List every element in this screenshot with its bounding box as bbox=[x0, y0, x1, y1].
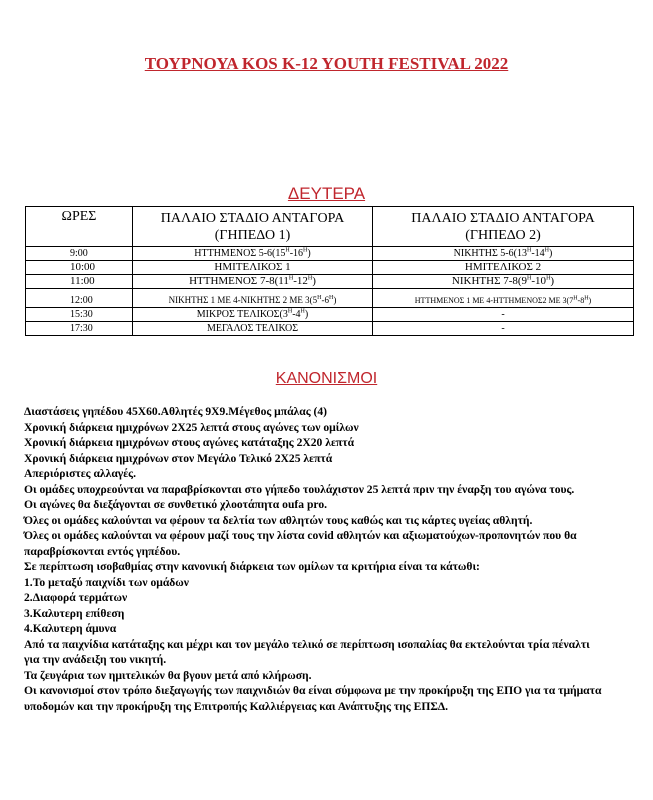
rule-line: 2.Διαφορά τερμάτων bbox=[24, 591, 128, 604]
cell-text: ) bbox=[312, 275, 316, 287]
time-cell: 9:00 bbox=[26, 247, 133, 261]
cell-sup: Η bbox=[526, 247, 532, 254]
header-field-2-name: ΠΑΛΑΙΟ ΣΤΑΔΙΟ ΑΝΤΑΓΟΡΑ bbox=[411, 210, 595, 226]
table-header-row bbox=[26, 207, 634, 247]
cell-text: ) bbox=[550, 275, 555, 287]
header-field-1-name: ΠΑΛΑΙΟ ΣΤΑΔΙΟ ΑΝΤΑΓΟΡΑ bbox=[160, 210, 345, 226]
rule-line: Σε περίπτωση ισοβαθμίας στην κανονική διάρκεια των ομίλων τα κριτήρια είναι τα κάτωθι: bbox=[24, 560, 480, 573]
header-field-2-sub: (ΓΗΠΕΔΟ 2) bbox=[465, 227, 541, 243]
header-field-2 bbox=[373, 207, 634, 247]
rule-line: Χρονική διάρκεια ημιχρόνων 2Χ25 λεπτά στους αγώνες των ομίλων bbox=[24, 420, 359, 434]
rule-line: Τα ζευγάρια των ημιτελικών θα βγουν μετά από κλήρωση. bbox=[24, 668, 312, 682]
cell-text: ΝΙΚΗΤΗΣ 5-6(13 bbox=[453, 248, 527, 259]
rule-line: Χρονική διάρκεια ημιχρόνων στον Μεγάλο Τελικό 2Χ25 λεπτά bbox=[24, 451, 333, 465]
header-time: ΩΡΕΣ bbox=[26, 207, 133, 247]
field-2-cell: - bbox=[373, 322, 634, 336]
table-row bbox=[26, 261, 634, 275]
schedule-table bbox=[25, 206, 634, 336]
rule-line: Οι κανονισμοί στον τρόπο διεξαγωγής των παιχνιδιών θα είναι σύμφωνα με την προκήρυξη της ΕΠΟ για τα τμήματα υποδομών και την προκήρυξη της Επιτροπής Καλλιέργειας και Ανάπτυξης της ΕΠΣΔ. bbox=[24, 684, 602, 713]
rule-line: 4.Καλυτερη άμυνα bbox=[24, 622, 117, 635]
rule-line: Οι αγώνες θα διεξάγονται σε συνθετικό χλοοτάπητα oufa pro. bbox=[24, 498, 328, 511]
cell-text: ) bbox=[304, 309, 309, 320]
time-cell: 12:00 bbox=[26, 289, 133, 308]
cell-text: ) bbox=[588, 296, 592, 305]
field-2-cell: ΗΜΙΤΕΛΙΚΟΣ 2 bbox=[373, 261, 634, 275]
cell-text: -16 bbox=[289, 248, 304, 259]
table-row bbox=[26, 322, 634, 336]
cell-sup: Η bbox=[328, 295, 334, 301]
rule-line: Απεριόριστες αλλαγές. bbox=[24, 467, 136, 480]
rules-list bbox=[24, 404, 606, 714]
cell-text: -10 bbox=[531, 275, 547, 287]
rule-line: 1.Το μεταξύ παιχνίδι των ομάδων bbox=[24, 575, 189, 589]
table-row bbox=[26, 247, 634, 261]
rule-line: Οι ομάδες υποχρεούνται να παραβρίσκονται στο γήπεδο τουλάχιστον 25 λεπτά πριν την έναρξη του αγώνα τους. bbox=[24, 482, 575, 496]
cell-text: ) bbox=[307, 248, 311, 259]
cell-sup: Η bbox=[300, 308, 305, 315]
cell-text: ) bbox=[333, 295, 337, 305]
cell-text: ) bbox=[549, 248, 553, 259]
cell-text: -6 bbox=[321, 295, 329, 305]
rule-line: Όλες οι ομάδες καλούνται να φέρουν τα δελτία των αθλητών τους καθώς και τις κάρτες υγείας αθλητή. bbox=[24, 513, 533, 527]
cell-text: -14 bbox=[531, 248, 545, 259]
cell-text: -4 bbox=[292, 309, 301, 320]
day-heading: ΔΕΥΤΕΡΑ bbox=[287, 184, 366, 203]
table-row bbox=[26, 289, 634, 308]
field-2-cell bbox=[373, 289, 634, 308]
rule-line: 3.Καλυτερη επίθεση bbox=[24, 606, 125, 620]
time-cell: 11:00 bbox=[26, 275, 133, 289]
table-row bbox=[26, 308, 634, 322]
rule-line: Από τα παιχνίδια κατάταξης και μέχρι και τον μεγάλο τελικό σε περίπτωση ισοπαλίας θα εκτελούνται τρία πέναλτι για την ανάδειξη του νικητή. bbox=[24, 637, 590, 666]
rule-line: Διαστάσεις γηπέδου 45Χ60.Αθλητές 9Χ9.Μέγεθος μπάλας (4) bbox=[24, 405, 328, 418]
field-1-cell bbox=[133, 275, 373, 289]
cell-sup: Η bbox=[285, 247, 290, 254]
field-1-cell bbox=[133, 247, 373, 261]
time-cell: 17:30 bbox=[26, 322, 133, 336]
rules-heading: ΚΑΝΟΝΙΣΜΟΙ bbox=[275, 370, 378, 387]
cell-sup: Η bbox=[287, 308, 293, 315]
cell-text: -8 bbox=[577, 296, 585, 305]
rule-line: Όλες οι ομάδες καλούνται να φέρουν μαζί τους την λίστα covid αθλητών και αξιωματούχων-προπονητών που θα παραβρίσκονται εντός γηπέδου. bbox=[24, 529, 577, 558]
cell-sup: Η bbox=[544, 247, 549, 254]
field-2-cell bbox=[373, 247, 634, 261]
field-1-cell bbox=[133, 289, 373, 308]
field-1-cell: ΜΕΓΑΛΟΣ ΤΕΛΙΚΟΣ bbox=[133, 322, 373, 336]
rule-line: Χρονική διάρκεια ημιχρόνων στους αγώνες κατάταξης 2Χ20 λεπτά bbox=[24, 436, 355, 449]
time-cell: 10:00 bbox=[26, 261, 133, 275]
header-field-1-sub: (ΓΗΠΕΔΟ 1) bbox=[214, 227, 291, 243]
cell-text: ΝΙΚΗΤΗΣ 7-8(9 bbox=[451, 275, 528, 287]
cell-text: ΗΤΤΗΜΕΝΟΣ 7-8(11 bbox=[189, 275, 289, 287]
table-row bbox=[26, 275, 634, 289]
cell-text: ΗΤΤΗΜΕΝΟΣ 1 ΜΕ 4-ΗΤΤΗΜΕΝΟΣ2 ΜΕ 3(7 bbox=[414, 296, 574, 305]
cell-sup: Η bbox=[584, 295, 589, 302]
cell-sup: Η bbox=[307, 275, 313, 282]
cell-text: ΜΙΚΡΟΣ ΤΕΛΙΚΟΣ(3 bbox=[196, 309, 288, 320]
cell-sup: Η bbox=[546, 275, 551, 282]
cell-text: ΝΙΚΗΤΗΣ 1 ΜΕ 4-ΝΙΚΗΤΗΣ 2 ΜΕ 3(5 bbox=[168, 295, 318, 305]
page-title: ΤΟΥΡΝΟΥΑ KOS K-12 YOUTH FESTIVAL 2022 bbox=[144, 54, 509, 73]
cell-text: -12 bbox=[293, 275, 308, 287]
field-1-cell: ΗΜΙΤΕΛΙΚΟΣ 1 bbox=[133, 261, 373, 275]
time-cell: 15:30 bbox=[26, 308, 133, 322]
field-2-cell: - bbox=[373, 308, 634, 322]
header-field-1 bbox=[133, 207, 373, 247]
field-1-cell bbox=[133, 308, 373, 322]
cell-sup: Η bbox=[317, 295, 322, 301]
cell-sup: Η bbox=[573, 295, 578, 302]
cell-sup: Η bbox=[303, 247, 308, 254]
cell-text: ΗΤΤΗΜΕΝΟΣ 5-6(15 bbox=[194, 248, 286, 259]
cell-sup: Η bbox=[527, 275, 532, 282]
cell-sup: Η bbox=[288, 275, 294, 282]
field-2-cell bbox=[373, 275, 634, 289]
